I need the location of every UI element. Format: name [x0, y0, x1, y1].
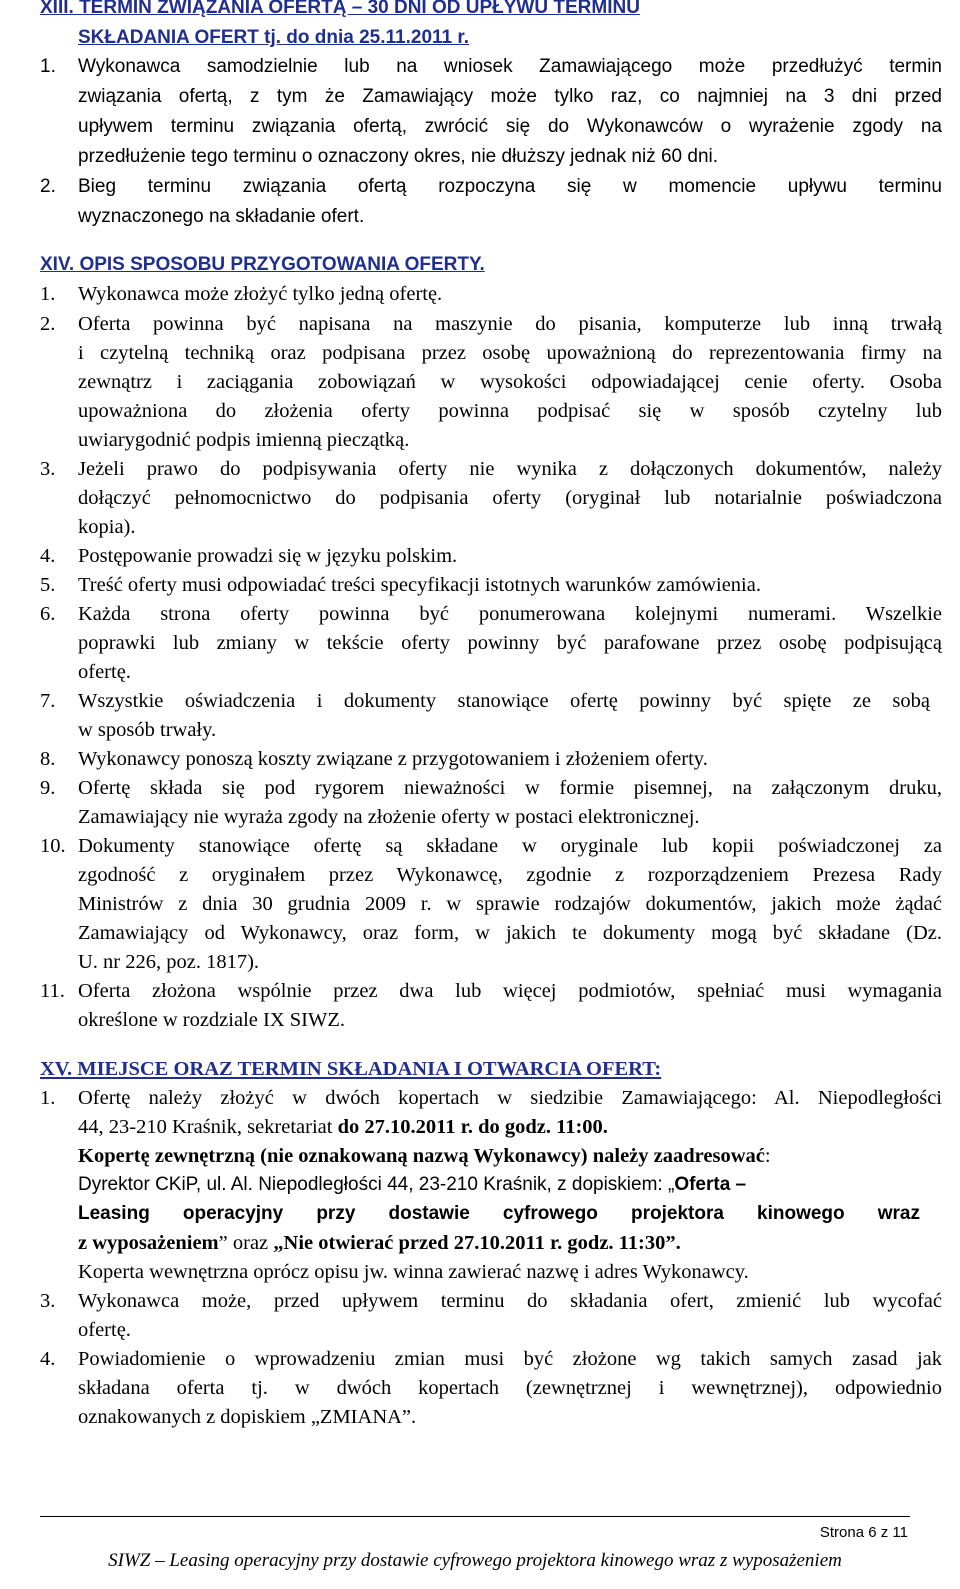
- xv-item-3-line1: Wykonawca może, przed upływem terminu do składania ofert, zmienić lub wycofać: [78, 1290, 942, 1312]
- xiii-item-1-line3: upływem terminu związania ofertą, zwrócić się do Wykonawców o wyrażenie zgody na: [78, 116, 942, 137]
- xv-item-4-line3: oznakowanych z dopiskiem „ZMIANA”.: [78, 1406, 417, 1428]
- section-xv-title: XV. MIEJSCE ORAZ TERMIN SKŁADANIA I OTWARCIA OFERT:: [40, 1058, 662, 1080]
- xiv-item-2-line5: uwiarygodnić podpis imienną pieczątką.: [78, 429, 410, 451]
- xiv-item-6-line3: ofertę.: [78, 661, 131, 683]
- xiii-item-2-line1: Bieg terminu związania ofertą rozpoczyna się w momencie upływu terminu: [78, 176, 942, 197]
- xv-item-1-number: 1.: [40, 1087, 56, 1109]
- xiv-item-10-line3: Ministrów z dnia 30 grudnia 2009 r. w sprawie rodzajów dokumentów, jakich może żądać: [78, 893, 942, 915]
- xiv-item-6-number: 6.: [40, 603, 56, 625]
- xv-deadline: do 27.10.2011 r. do godz. 11:00.: [337, 1116, 608, 1138]
- xiii-item-1-number: 1.: [40, 56, 56, 77]
- xv-do-not-open: „Nie otwierać przed 27.10.2011 r. godz. 11:30”.: [273, 1232, 681, 1254]
- xv-item-3-line2: ofertę.: [78, 1319, 131, 1341]
- xv-address-line: [78, 1171, 746, 1199]
- xiii-item-1-line1: Wykonawca samodzielnie lub na wniosek Zamawiającego może przedłużyć termin: [78, 56, 942, 77]
- xiv-item-9-line1: Ofertę składa się pod rygorem nieważności w formie pisemnej, na załączonym druku,: [78, 777, 942, 799]
- xiv-item-11-line1: Oferta złożona wspólnie przez dwa lub więcej podmiotów, spełniać musi wymagania: [78, 980, 942, 1002]
- xiv-item-1-number: 1.: [40, 283, 56, 305]
- xiii-item-2-line2: wyznaczonego na składanie ofert.: [78, 206, 365, 227]
- xv-equipment-line: [78, 1229, 681, 1257]
- xiv-item-11-number: 11.: [40, 980, 65, 1002]
- xiv-item-10-number: 10.: [40, 835, 66, 857]
- xiv-item-2-line3: zewnątrz i zaciągania zobowiązań w wysokości odpowiadającej cenie oferty. Osoba: [78, 371, 942, 393]
- xiv-item-7-line1: Wszystkie oświadczenia i dokumenty stanowiące ofertę powinny być spięte ze sobą: [78, 690, 930, 712]
- xv-equipment-connector: ” oraz: [218, 1232, 274, 1254]
- xiv-item-3-number: 3.: [40, 458, 56, 480]
- xiv-item-5-line1: Treść oferty musi odpowiadać treści specyfikacji istotnych warunków zamówienia.: [78, 574, 761, 596]
- xiv-item-10-line5: U. nr 226, poz. 1817).: [78, 951, 260, 973]
- section-xiii-title-line2: SKŁADANIA OFERT tj. do dnia 25.11.2011 r.: [78, 27, 470, 48]
- xiv-item-2-line1: Oferta powinna być napisana na maszynie do pisania, komputerze lub inną trwałą: [78, 313, 942, 335]
- xiv-item-4-number: 4.: [40, 545, 56, 567]
- xv-envelope-instruction: [78, 1142, 771, 1170]
- xv-item-1-line2: [78, 1113, 608, 1141]
- section-xiv-title: XIV. OPIS SPOSOBU PRZYGOTOWANIA OFERTY.: [40, 254, 485, 275]
- xiv-item-2-line2: i czytelną techniką oraz podpisana przez osobę upoważnioną do reprezentowania firmy na: [78, 342, 942, 364]
- xv-address-text: Dyrektor CKiP, ul. Al. Niepodległości 44, 23-210 Kraśnik, z dopiskiem: „: [78, 1174, 675, 1195]
- xiv-item-6-line1: Każda strona oferty powinna być ponumerowana kolejnymi numerami. Wszelkie: [78, 603, 942, 625]
- xiv-item-8-line1: Wykonawcy ponoszą koszty związane z przygotowaniem i złożeniem oferty.: [78, 748, 708, 770]
- xiv-item-3-line1: Jeżeli prawo do podpisywania oferty nie wynika z dołączonych dokumentów, należy: [78, 458, 942, 480]
- xiv-item-5-number: 5.: [40, 574, 56, 596]
- xiv-item-10-line1: Dokumenty stanowiące ofertę są składane w oryginale lub kopii poświadczonej za: [78, 835, 942, 857]
- xiii-item-2-number: 2.: [40, 176, 56, 197]
- xiv-item-9-number: 9.: [40, 777, 56, 799]
- xv-item-1-line2-text: 44, 23-210 Kraśnik, sekretariat: [78, 1116, 338, 1138]
- xv-leasing-line: Leasing operacyjny przy dostawie cyfrowego projektora kinowego wraz: [78, 1203, 920, 1224]
- xiv-item-1-line1: Wykonawca może złożyć tylko jedną ofertę.: [78, 283, 443, 305]
- xv-item-3-number: 3.: [40, 1290, 56, 1312]
- footer-divider: [40, 1516, 910, 1517]
- xiv-item-9-line2: Zamawiający nie wyraża zgody na złożenie oferty w postaci elektronicznej.: [78, 806, 700, 828]
- xv-equipment-bold: z wyposażeniem: [78, 1232, 219, 1254]
- xiv-item-3-line2: dołączyć pełnomocnictwo do podpisania oferty (oryginał lub notarialnie poświadczona: [78, 487, 942, 509]
- xiv-item-4-line1: Postępowanie prowadzi się w języku polskim.: [78, 545, 458, 567]
- footer-document-title: SIWZ – Leasing operacyjny przy dostawie cyfrowego projektora kinowego wraz z wyposażeniem: [108, 1550, 842, 1571]
- xiv-item-8-number: 8.: [40, 748, 56, 770]
- footer-page-number: Strona 6 z 11: [819, 1524, 908, 1541]
- xv-item-4-line1: Powiadomienie o wprowadzeniu zmian musi być złożone wg takich samych zasad jak: [78, 1348, 942, 1370]
- xv-item-1-line1: Ofertę należy złożyć w dwóch kopertach w siedzibie Zamawiającego: Al. Niepodległości: [78, 1087, 942, 1109]
- xiii-item-1-line2: związania ofertą, z tym że Zamawiający może tylko raz, co najmniej na 3 dni przed: [78, 86, 942, 107]
- xv-item-4-number: 4.: [40, 1348, 56, 1370]
- section-xiii-title-line1: XIII. TERMIN ZWIĄZANIA OFERTĄ – 30 DNI OD UPŁYWU TERMINU: [40, 0, 640, 18]
- xv-address-offer: Oferta –: [674, 1174, 747, 1195]
- xv-item-4-line2: składana oferta tj. w dwóch kopertach (zewnętrznej i wewnętrznej), odpowiednio: [78, 1377, 942, 1399]
- xiv-item-2-line4: upoważniona do złożenia oferty powinna podpisać się w sposób czytelny lub: [78, 400, 942, 422]
- xiv-item-10-line2: zgodność z oryginałem przez Wykonawcę, zgodnie z rozporządzeniem Prezesa Rady: [78, 864, 942, 886]
- xiii-item-1-line4: przedłużenie tego terminu o oznaczony okres, nie dłuższy jednak niż 60 dni.: [78, 146, 719, 167]
- xiv-item-7-line2: w sposób trwały.: [78, 719, 217, 741]
- xiv-item-11-line2: określone w rozdziale IX SIWZ.: [78, 1009, 345, 1031]
- xv-inner-envelope: Koperta wewnętrzna oprócz opisu jw. winna zawierać nazwę i adres Wykonawcy.: [78, 1261, 749, 1283]
- xiv-item-2-number: 2.: [40, 313, 56, 335]
- xv-envelope-colon: :: [764, 1145, 771, 1167]
- xiv-item-3-line3: kopia).: [78, 516, 136, 538]
- xiv-item-6-line2: poprawki lub zmiany w tekście oferty powinny być parafowane przez osobę podpisującą: [78, 632, 942, 654]
- xiv-item-7-number: 7.: [40, 690, 56, 712]
- xiv-item-10-line4: Zamawiający od Wykonawcy, oraz form, w jakich te dokumenty mogą być składane (Dz.: [78, 922, 942, 944]
- xv-envelope-bold: Kopertę zewnętrzną (nie oznakowaną nazwą Wykonawcy) należy zaadresować: [78, 1145, 765, 1167]
